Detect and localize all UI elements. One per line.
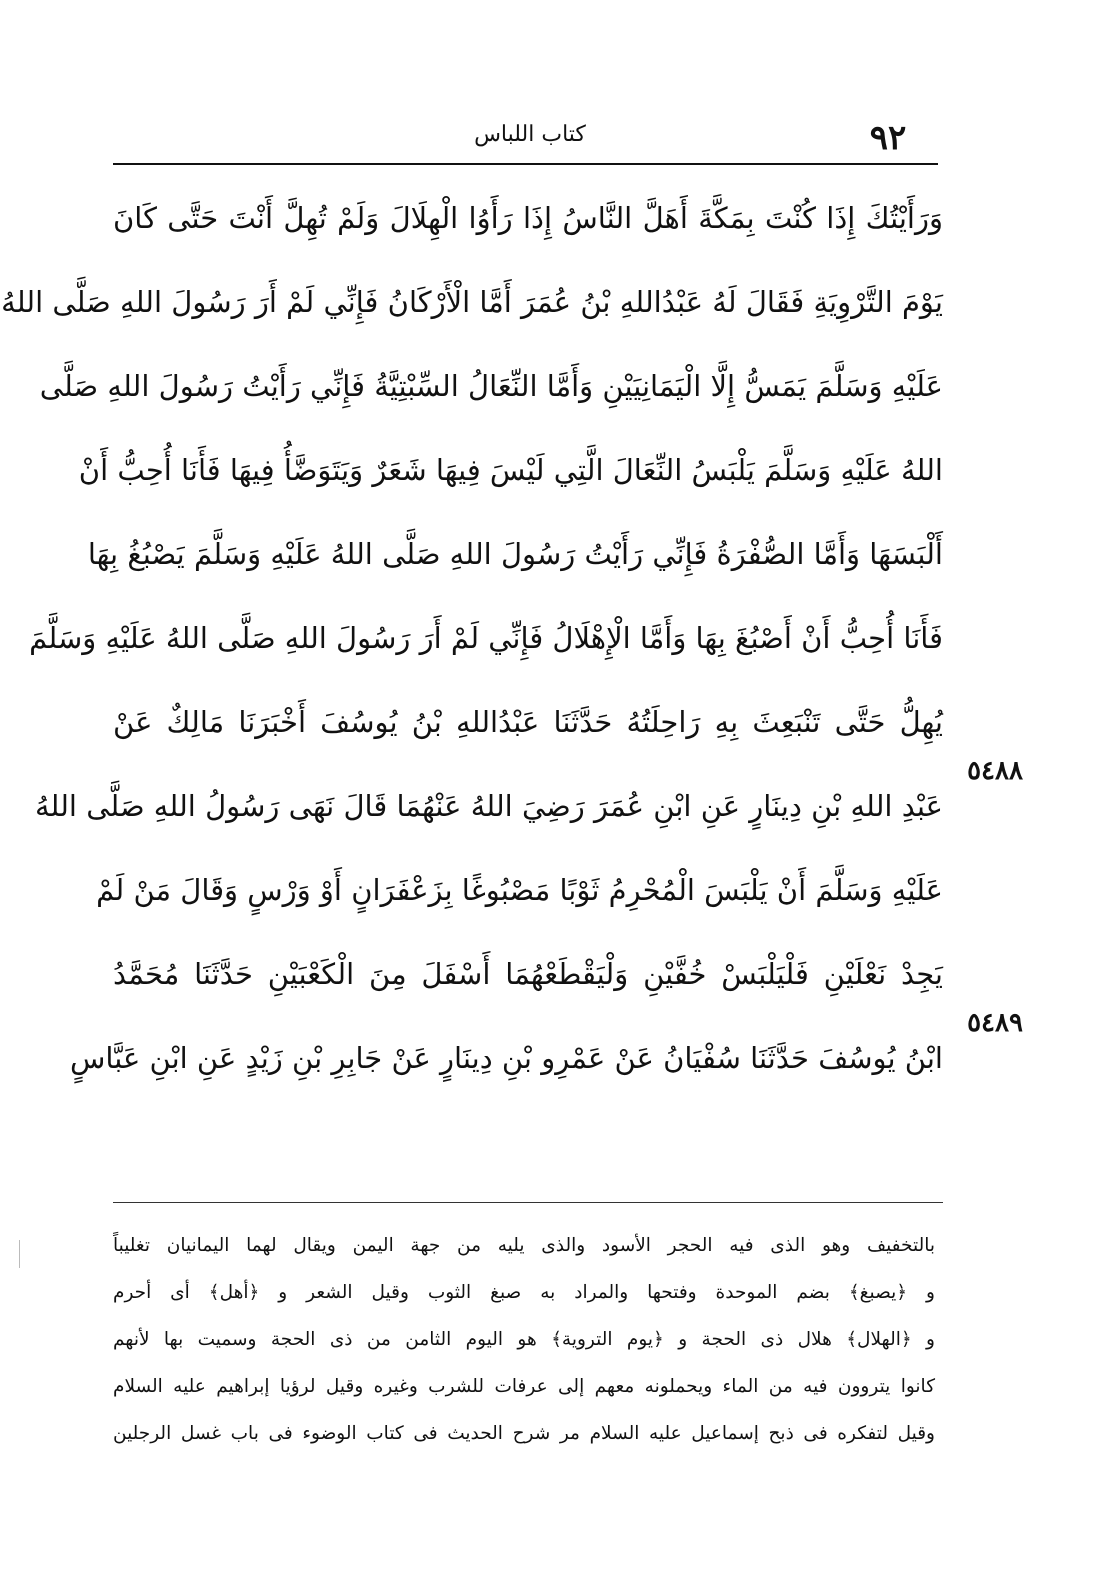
main-text [1, 176, 943, 1100]
running-title: كتاب اللباس [474, 122, 586, 147]
hadith-number: ٥٤٨٨ [967, 756, 1023, 786]
hadith-number: ٥٤٨٩ [967, 1008, 1023, 1038]
page-number: ٩٢ [869, 118, 907, 158]
text-line: اللهُ عَلَيْهِ وَسَلَّمَ يَلْبَسُ النِّعَالَ الَّتِي لَيْسَ فِيهَا شَعَرٌ وَيَتَوَضَّأُ فِيهَا فَأَنَا أُحِبُّ أَنْ [78, 453, 943, 487]
text-line: عَلَيْهِ وَسَلَّمَ يَمَسُّ إِلَّا الْيَمَانِيَيْنِ وَأَمَّا النِّعَالُ السِّبْتِيَّةُ فَإِنِّي رَأَيْتُ رَسُولَ اللهِ صَلَّى [39, 369, 943, 403]
footnote-line: و ﴿الهلال﴾ هلال ذى الحجة و ﴿يوم التروية﴾ هو اليوم الثامن من ذى الحجة وسميت بها لأنهم [113, 1329, 935, 1350]
footnote-line: و ﴿يصبغ﴾ بضم الموحدة وفتحها والمراد به صبغ الثوب وقيل الشعر و ﴿أهل﴾ أى أحرم [113, 1282, 935, 1303]
text-line: يَوْمَ التَّرْوِيَةِ فَقَالَ لَهُ عَبْدُاللهِ بْنُ عُمَرَ أَمَّا الْأَرْكَانُ فَإِنِّي لَمْ أَرَ رَسُولَ اللهِ صَلَّى اللهُ [1, 285, 943, 319]
footnote-line: كانوا يتروون فيه من الماء ويحملونه معهم إلى عرفات للشرب وغيره وقيل لرؤيا إبراهيم عليه السلام [113, 1376, 935, 1397]
footnotes [113, 1222, 935, 1457]
footnote-line: وقيل لتفكره فى ذبح إسماعيل عليه السلام مر شرح الحديث فى كتاب الوضوء فى باب غسل الرجلين [113, 1423, 935, 1444]
text-line: يُهِلُّ حَتَّى تَنْبَعِثَ بِهِ رَاحِلَتُهُ حَدَّثَنَا عَبْدُاللهِ بْنُ يُوسُفَ أَخْبَرَنَا مَالِكٌ عَنْ [113, 705, 943, 739]
text-line: يَجِدْ نَعْلَيْنِ فَلْيَلْبَسْ خُفَّيْنِ وَلْيَقْطَعْهُمَا أَسْفَلَ مِنَ الْكَعْبَيْنِ حَدَّثَنَا مُحَمَّدُ [113, 957, 943, 991]
text-line: عَبْدِ اللهِ بْنِ دِينَارٍ عَنِ ابْنِ عُمَرَ رَضِيَ اللهُ عَنْهُمَا قَالَ نَهَى رَسُولُ اللهِ صَلَّى اللهُ [34, 789, 943, 823]
footnote-rule [113, 1202, 943, 1203]
text-line: فَأَنَا أُحِبُّ أَنْ أَصْبُغَ بِهَا وَأَمَّا الْإِهْلَالُ فَإِنِّي لَمْ أَرَ رَسُولَ اللهِ صَلَّى اللهُ عَلَيْهِ وَسَلَّمَ [29, 621, 943, 655]
margin-mark [19, 1240, 20, 1268]
text-line: عَلَيْهِ وَسَلَّمَ أَنْ يَلْبَسَ الْمُحْرِمُ ثَوْبًا مَصْبُوغًا بِزَعْفَرَانٍ أَوْ وَرْسٍ وَقَالَ مَنْ لَمْ [96, 873, 943, 907]
footnote-line: بالتخفيف وهو الذى فيه الحجر الأسود والذى يليه من جهة اليمن ويقال لهما اليمانيان تغليباً [113, 1235, 935, 1256]
text-line: أَلْبَسَهَا وَأَمَّا الصُّفْرَةُ فَإِنِّي رَأَيْتُ رَسُولَ اللهِ صَلَّى اللهُ عَلَيْهِ وَسَلَّمَ يَصْبُغُ بِهَا [87, 537, 943, 571]
text-line: ابْنُ يُوسُفَ حَدَّثَنَا سُفْيَانُ عَنْ عَمْرِو بْنِ دِينَارٍ عَنْ جَابِرِ بْنِ زَيْدٍ عَنِ ابْنِ عَبَّاسٍ [69, 1041, 943, 1075]
text-line: وَرَأَيْتُكَ إِذَا كُنْتَ بِمَكَّةَ أَهَلَّ النَّاسُ إِذَا رَأَوُا الْهِلَالَ وَلَمْ تُهِلَّ أَنْتَ حَتَّى كَانَ [113, 201, 943, 235]
header-rule [113, 163, 938, 165]
